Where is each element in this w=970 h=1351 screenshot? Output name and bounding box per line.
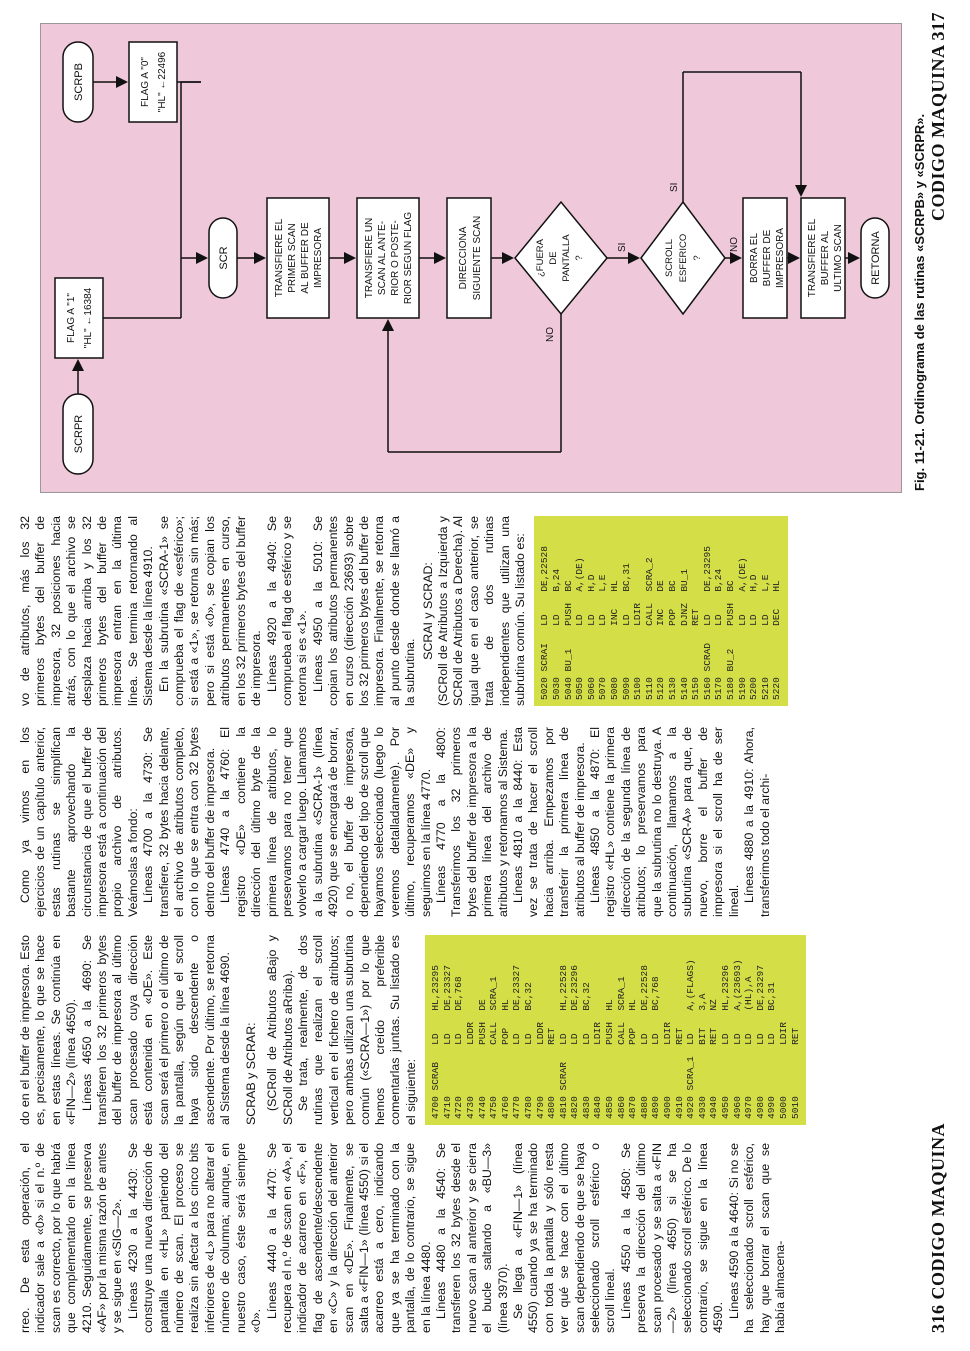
code-line: 5040 BU_1 PUSH BC	[562, 580, 574, 700]
paragraph: Líneas 4950 a la 5010: Se copian los atributos permanentes en curso (dirección 23693) sobre los 32 primeros bytes del buffer de impresora. Finalmente, se retorna al punto desde donde se llamó a la subrutina.	[310, 516, 418, 706]
code-line: 4740 PUSH DE	[476, 999, 488, 1119]
code-line: 4970 LD (HL),A	[743, 976, 755, 1119]
code-line: 4730 LDDR	[464, 1022, 476, 1119]
code-line: 4910 RET	[673, 1027, 685, 1119]
svg-text:FLAG A "1": FLAG A "1"	[66, 293, 77, 343]
paragraph: Líneas 4810 a la 8440: Esta vez se trata de hacer el scroll hacia arriba. Empezamos por transferir la primera línea de atributos al buffer de impresora.	[511, 727, 587, 917]
code-line: 4760 POP HL	[499, 999, 511, 1119]
box-borra-buffer	[743, 198, 787, 318]
paragraph: (SCRoll de Atributos a Izquierda y SCRoll de Atributos a Derecha). Al igual que en el caso anterior, se trata de dos rutinas independientes que utilizan una subrutina común. Su listado es:	[435, 516, 527, 706]
left-column-3	[18, 727, 773, 917]
code-line: 4890 LD BC,768	[650, 976, 662, 1119]
section-heading-scrai-scrad: SCRAI y SCRAD:	[420, 562, 435, 660]
paragraph: Líneas 4770 a la 4800: Transferimos los 32 primeros bytes del buffer de impresora a la primera línea del archivo de atributos y retornamos al Sistema.	[433, 727, 510, 917]
code-line: 5070 LD L,E	[597, 574, 609, 700]
paragraph: Líneas 4850 a la 4870: El registro «HL» contiene la primera dirección de la segunda línea de atributos; lo preservamos para que la subrutina no lo destruya. A continuación, llamamos a la subrutina «SCR-A» para que, de nuevo, borre el buffer de impresora si el scroll ha de ser lineal.	[588, 727, 741, 917]
code-line: 4700 SCRAB LD HL,23295	[430, 965, 442, 1119]
code-line: 4720 LD DE,768	[453, 976, 465, 1119]
svg-text:RETORNA: RETORNA	[870, 231, 882, 285]
code-line: 4880 LD DE,22528	[638, 965, 650, 1119]
svg-text:AL BUFFER DE: AL BUFFER DE	[300, 222, 311, 294]
svg-text:?: ?	[574, 255, 585, 261]
svg-text:DIRECCIONA: DIRECCIONA	[458, 226, 469, 290]
code-line: 5200 LD H,D	[748, 574, 760, 700]
left-page-folio: 316 CODIGO MAQUINA	[928, 1123, 948, 1333]
box-transfiere-buffer-ultimo-scan	[801, 198, 845, 318]
svg-text:ULTIMO SCAN: ULTIMO SCAN	[833, 224, 844, 292]
code-line: 5120 INC DE	[655, 580, 667, 700]
code-line: 4750 CALL SCRA_1	[488, 976, 500, 1119]
svg-text:SCRPB: SCRPB	[73, 63, 85, 101]
code-line: 4780 LD BC,32	[522, 982, 534, 1119]
paragraph: do en el buffer de impresora. Esto es, precisamente, lo que se hace en estas líneas. Se continúa en «FIN—2» (línea 4650).	[18, 935, 79, 1125]
code-line: 5110 CALL SCRA_2	[643, 557, 655, 700]
svg-text:SCR: SCR	[218, 246, 230, 270]
svg-text:"HL" ←16384: "HL" ←16384	[83, 287, 94, 349]
svg-text:BUFFER DE: BUFFER DE	[762, 229, 773, 287]
svg-text:NO: NO	[729, 237, 740, 252]
box-direcciona-siguiente-scan	[447, 198, 491, 318]
paragraph: Líneas 4700 a la 4730: Se transfiere, 32 bytes hacia delante, el archivo de atributos completo, con lo que se entra con 32 bytes dentro del buffer de impresora.	[141, 727, 217, 917]
svg-text:SI: SI	[617, 242, 628, 252]
svg-text:?: ?	[692, 255, 703, 261]
code-line: 4800 RET	[546, 1027, 558, 1119]
paragraph: Como ya vimos en los ejercicios de un capítulo anterior, estas rutinas se simplifican bastante aprovechando la circunstancia de que el buffer de impresora está a continuación del propio archivo de atributos. Veámoslas a fondo:	[18, 727, 140, 917]
code-line: 4870 POP HL	[627, 999, 639, 1119]
code-line: 4900 LDIR	[662, 1022, 674, 1119]
paragraph: Líneas 4590 a la 4640: Si no se ha seleccionado scroll esférico, hay que borrar el scan que se había almacena-	[726, 1143, 787, 1333]
paragraph: (SCRoll de Atributos aBajo y SCRoll de Atributos aRriba).	[265, 935, 295, 1125]
paragraph: Líneas 4230 a la 4430: Se construye una nueva dirección de pantalla en «HL» partiendo del número de scan. El proceso se realiza sin afectar a los cinco bits inferiores de «L» para no alterar el número de columna; aunque, en nuestro caso, éste será siempre «0».	[125, 1143, 264, 1333]
code-line: 4810 SCRAR LD HL,22528	[557, 965, 569, 1119]
paragraph: Líneas 4650 a la 4690: Se transfieren los 32 primeros bytes del buffer de impresora al último scan procesado cuya dirección está contenida en «DE». Este scan será el primero o el último de la pantalla, según que el scroll haya sido descendente o ascendente. Por último, se retorna al Sistema desde la línea 4690.	[79, 935, 233, 1125]
svg-text:TRANSFIERE UN: TRANSFIERE UN	[364, 217, 375, 299]
figure-caption: Fig. 11-21. Ordinograma de las rutinas «SCRPB» y «SCRPR».	[912, 113, 927, 491]
code-line: 5140 DJNZ BU_1	[678, 568, 690, 700]
code-line: 5150 RET	[690, 608, 702, 700]
paragraph: Se trata, realmente, de dos rutinas que realizan el scroll vertical en el fichero de atributos; pero ambas utilizan una subrutina común («SCRA—1») por lo que hemos creído preferible comentarlas juntas. Su listado es el siguiente:	[295, 935, 418, 1125]
paragraph: Líneas 4480 a la 4540: Se transfieren los 32 bytes desde el nuevo scan al anterior y se cierra el bucle saltando a «BU—3» (línea 3970).	[433, 1143, 510, 1333]
code-line: 5180 BU_2 PUSH BC	[724, 580, 736, 700]
code-line: 5170 LD B,24	[713, 568, 725, 700]
svg-text:SCAN AL ANTE-: SCAN AL ANTE-	[377, 220, 388, 296]
svg-text:SCRPR: SCRPR	[73, 414, 85, 454]
flowchart	[40, 23, 902, 493]
paragraph: Se llega a «FIN—1» (línea 4550) cuando ya se ha terminado con toda la pantalla y sólo resta ver qué se hace con el último scan dependiendo de que se haya seleccionado scroll esférico o scroll lineal.	[511, 1143, 618, 1333]
paragraph: Líneas 4920 a la 4940: Se comprueba el flag de esférico y se retorna si es «1».	[264, 516, 310, 706]
box-transfiere-primer-scan	[267, 198, 329, 318]
code-line: 4840 LDIR	[592, 1022, 604, 1119]
node-scr	[209, 218, 237, 298]
svg-text:¿FUERA: ¿FUERA	[535, 239, 546, 277]
code-line: 4990 LD BC,31	[766, 982, 778, 1119]
terminal-retorna	[861, 218, 889, 298]
right-page-folio: CODIGO MAQUINA 317	[928, 11, 948, 221]
code-line: 5020 SCRAI LD DE,22528	[539, 546, 551, 700]
svg-text:FLAG A "0": FLAG A "0"	[140, 57, 151, 107]
code-line: 4820 LD DE,23296	[569, 965, 581, 1119]
paragraph: rreo. De esta operación, el indicador sale a «0» si el n.º de scan es correcto, por lo que habrá que complementarlo en la línea 4210. Seguidamente, se preserva «AF» por la misma razón de antes y se sigue en «SIG—2».	[18, 1143, 125, 1333]
svg-text:DE: DE	[548, 251, 559, 265]
svg-text:SI: SI	[669, 182, 680, 192]
code-line: 4980 LD DE,23297	[754, 965, 766, 1119]
code-line: 5010 RET	[789, 1027, 801, 1119]
svg-text:SIGUIENTE SCAN: SIGUIENTE SCAN	[472, 215, 483, 301]
right-column-1	[18, 516, 788, 706]
svg-text:TRANSFIERE EL: TRANSFIERE EL	[274, 218, 285, 298]
svg-text:RIOR O POSTE-: RIOR O POSTE-	[390, 220, 401, 296]
left-column-1	[18, 1143, 788, 1333]
paragraph: vo de atributos, más los 32 primeros bytes del buffer de impresora, 32 posiciones hacia atrás, con lo que el archivo se desplaza hacia arriba y los 32 primeros bytes del buffer de impresora entran en la última línea. Se termina retornando al Sistema desde la línea 4910.	[18, 516, 156, 706]
svg-text:BORRA EL: BORRA EL	[749, 232, 760, 284]
code-line: 5190 LD A,(DE)	[736, 557, 748, 700]
svg-text:"HL" ←22496: "HL" ←22496	[157, 51, 168, 113]
code-line: 4930 BIT 3,A	[696, 993, 708, 1119]
code-line: 5100 LDIR	[632, 603, 644, 700]
box-flag-a-1	[55, 278, 103, 358]
code-line: 4940 RET NZ	[708, 999, 720, 1119]
svg-text:PANTALLA: PANTALLA	[561, 234, 572, 282]
svg-text:ESFERICO: ESFERICO	[678, 233, 689, 283]
svg-text:PRIMER SCAN: PRIMER SCAN	[287, 223, 298, 293]
svg-text:IMPRESORA: IMPRESORA	[775, 227, 786, 289]
code-line: 4860 CALL SCRA_1	[615, 976, 627, 1119]
code-line: 4790 LDDR	[534, 1022, 546, 1119]
code-line: 5160 SCRAD LD DE,23295	[701, 546, 713, 700]
code-line: 5220 DEC HL	[771, 580, 783, 700]
svg-text:TRANSFIERE EL: TRANSFIERE EL	[807, 218, 818, 298]
terminal-scrpb	[63, 42, 93, 122]
left-column-2	[18, 935, 806, 1125]
terminal-scrpr	[63, 394, 93, 474]
code-line: 5080 INC HL	[608, 580, 620, 700]
paragraph: Líneas 4440 a la 4470: Se recupera el n.º de scan en «A», el indicador de acarreo en «F», el flag de ascendente/descendente en «C» y la dirección del anterior scan en «DE». Finalmente, se salta a «FIN—1» (línea 4550) si el acarreo está a cero, indicando que ya se ha terminado con la pantalla, de lo contrario, se sigue en la línea 4480.	[264, 1143, 433, 1333]
code-line: 4920 SCRA_1 LD A,(FLAGS)	[685, 959, 697, 1119]
code-line: 5000 LDIR	[777, 1022, 789, 1119]
svg-text:BUFFER AL: BUFFER AL	[820, 230, 831, 286]
code-listing-scrai-scrad	[534, 516, 787, 706]
code-line: 5030 LD B,24	[551, 568, 562, 700]
paragraph: Líneas 4740 a la 4760: El registro «DE» contiene la dirección del último byte de la primera línea de atributos, lo preservamos para no tener que volverlo a cargar luego. Llamamos a la subrutina «SCRA-1» (línea 4920) que se encargará de borrar, o no, el buffer de impresora, dependiendo del tipo de scroll que hayamos seleccionado (luego lo veremos detalladamente). Por último, recuperamos «DE» y seguimos en la línea 4770.	[218, 727, 433, 917]
code-line: 4830 LD BC,32	[580, 982, 592, 1119]
code-line: 4850 PUSH HL	[604, 999, 616, 1119]
section-heading-scrab-scrar: SCRAB y SCRAR:	[243, 1022, 258, 1125]
code-line: 4960 LD A,(23693)	[731, 959, 743, 1119]
code-line: 4950 LD HL,23296	[720, 965, 731, 1119]
code-line: 5130 POP BC	[666, 580, 678, 700]
code-line: 5060 LD H,D	[585, 574, 597, 700]
code-line: 5210 LD L,E	[759, 574, 771, 700]
decision-scroll-esferico	[641, 202, 725, 314]
code-line: 5090 LD BC,31	[620, 563, 632, 700]
decision-fuera-de-pantalla	[515, 202, 607, 314]
svg-text:SCROLL: SCROLL	[664, 238, 675, 278]
svg-text:RIOR SEGUN FLAG: RIOR SEGUN FLAG	[403, 211, 414, 305]
paragraph: En la subrutina «SCRA-1» se comprueba el flag de «esférico»; si está a «1», se retorna sin más; pero si está «0», se copian los atributos permanentes en curso, en los 32 primeros bytes del buffer de impresora.	[156, 516, 264, 706]
paragraph: Líneas 4880 a la 4910: Ahora, transferimos todo el archi-	[742, 727, 772, 917]
svg-text:IMPRESORA: IMPRESORA	[313, 227, 324, 289]
box-transfiere-un-scan	[357, 198, 419, 318]
code-line: 4770 LD DE,23327	[511, 965, 523, 1119]
paragraph: Líneas 4550 a la 4580: Se preserva la dirección del último scan procesado y se salta a «FIN—2» (línea 4650) si se ha seleccionado scroll esférico. De lo contrario, se sigue en la línea 4590.	[618, 1143, 726, 1333]
box-flag-a-0	[129, 42, 177, 122]
svg-text:NO: NO	[545, 327, 556, 342]
code-line: 5050 LD A,(DE)	[574, 557, 586, 700]
code-line: 4710 LD DE,23327	[441, 965, 453, 1119]
code-listing-scrab-scrar	[425, 935, 806, 1125]
